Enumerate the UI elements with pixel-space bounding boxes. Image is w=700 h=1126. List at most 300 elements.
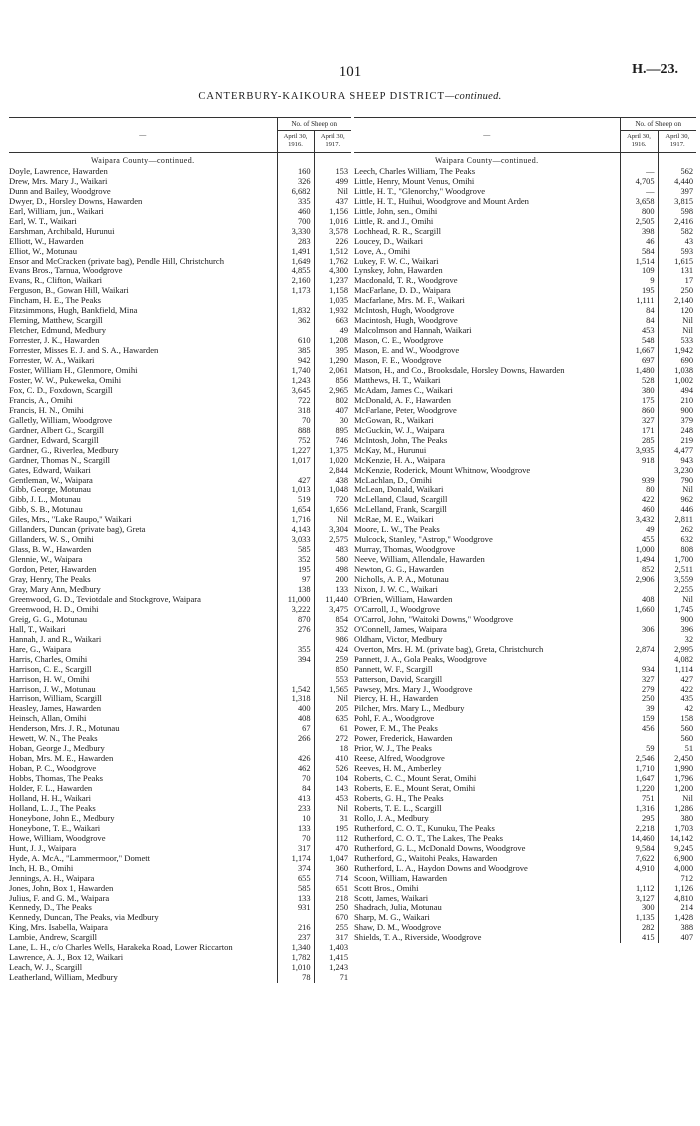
owner-name: Macfarlane, Mrs. M. F., Waikari [354, 296, 465, 306]
sheep-1916: 195 [620, 286, 658, 296]
table-row [354, 346, 696, 356]
owner-name: Hobbs, Thomas, The Peaks [9, 774, 103, 784]
sheep-1916: 585 [277, 545, 314, 555]
sheep-1916: 171 [620, 426, 658, 436]
right-column [354, 117, 696, 1097]
sheep-1917: 395 [314, 346, 351, 356]
section-heading: Waipara County—continued. [90, 156, 195, 165]
owner-name: Gibb, S. B., Motunau [9, 505, 83, 515]
table-row [354, 366, 696, 376]
sheep-1917: Nil [314, 804, 351, 814]
owner-name: Leech, Charles William, The Peaks [354, 166, 476, 176]
sheep-1917: 396 [658, 625, 696, 635]
sheep-1917: 2,450 [658, 754, 696, 764]
owner-name: Lynskey, John, Hawarden [354, 266, 443, 276]
sheep-1917: 43 [658, 237, 696, 247]
sheep-1916 [277, 665, 314, 675]
sheep-1916: 2,160 [277, 276, 314, 286]
owner-name: Shields, T. A., Riverside, Woodgrove [354, 933, 482, 943]
table-row [354, 266, 696, 276]
owner-name: O'Connell, James, Waipara [354, 624, 447, 634]
table-row [9, 884, 351, 894]
sheep-1916: 1,491 [277, 247, 314, 257]
table-row [9, 316, 351, 326]
table-row [9, 844, 351, 854]
owner-name: Power, Frederick, Hawarden [354, 734, 453, 744]
sheep-1917: 856 [314, 376, 351, 386]
owner-name: Rutherford, C. O. T., Kunuku, The Peaks [354, 823, 495, 833]
owner-name: Hoban, Mrs. M. E., Hawarden [9, 754, 114, 764]
owner-name: Inch, H. B., Omihi [9, 863, 74, 873]
table-row [354, 834, 696, 844]
owner-name: Rutherford, G., Waitohi Peaks, Hawarden [354, 853, 498, 863]
table-row [9, 754, 351, 764]
sheep-1916 [277, 675, 314, 685]
sheep-1916: 266 [277, 734, 314, 744]
table-row [9, 834, 351, 844]
sheep-1917: 397 [658, 187, 696, 197]
table-row [9, 784, 351, 794]
owner-name: McKenzie, H. A., Waipara [354, 455, 446, 465]
sheep-1916: 3,222 [277, 605, 314, 615]
table-row [9, 436, 351, 446]
sheep-on-header: No. of Sheep on [277, 118, 351, 131]
sheep-1916: 11,000 [277, 595, 314, 605]
owner-name: Piercy, H. H., Hawarden [354, 694, 439, 704]
table-row [354, 734, 696, 744]
owner-name: Lambie, Andrew, Scargill [9, 933, 98, 943]
sheep-1917: 42 [658, 704, 696, 714]
table-row [9, 525, 351, 535]
sheep-1917: 1,286 [658, 804, 696, 814]
sheep-1916: 385 [277, 346, 314, 356]
sheep-1917: 262 [658, 525, 696, 535]
table-row [9, 207, 351, 217]
owner-name: Evans, R., Clifton, Waikari [9, 276, 102, 286]
table-row [354, 476, 696, 486]
owner-name: McLachlan, D., Omihi [354, 475, 433, 485]
sheep-1916: 460 [277, 207, 314, 217]
table-row [9, 615, 351, 625]
sheep-1916: 355 [277, 645, 314, 655]
table-row [9, 734, 351, 744]
sheep-1916: 4,855 [277, 266, 314, 276]
sheep-1916: 584 [620, 247, 658, 257]
sheep-1916: 2,906 [620, 575, 658, 585]
sheep-1917: 435 [658, 694, 696, 704]
table-row [9, 814, 351, 824]
table-row [9, 685, 351, 695]
owner-name: Glass, B. W., Hawarden [9, 545, 92, 555]
owner-name: Lukey, F. W. C., Waikari [354, 256, 439, 266]
sheep-1917: 562 [658, 167, 696, 177]
sheep-1916: 460 [620, 505, 658, 515]
table-row [9, 296, 351, 306]
owner-name: Pawsey, Mrs. Mary J., Woodgrove [354, 684, 473, 694]
sheep-1916: 413 [277, 794, 314, 804]
owner-name: Scoon, William, Hawarden [354, 873, 448, 883]
sheep-1916: 10 [277, 814, 314, 824]
sheep-1917: 714 [314, 874, 351, 884]
table-row [9, 744, 351, 754]
owner-name: Fitzsimmons, Hugh, Bankfield, Mina [9, 306, 138, 316]
sheep-1916: 4,143 [277, 525, 314, 535]
table-row [354, 804, 696, 814]
owner-name: Leach, W. J., Scargill [9, 963, 83, 973]
sheep-1916: 1,340 [277, 943, 314, 953]
sheep-1916: 295 [620, 814, 658, 824]
sheep-1916: 1,710 [620, 764, 658, 774]
owner-name: Heasley, James, Hawarden [9, 704, 102, 714]
sheep-1917: 71 [314, 973, 351, 983]
sheep-1916: 7,622 [620, 854, 658, 864]
owner-name: Fletcher, Edmund, Medbury [9, 326, 107, 336]
sheep-1917: 14,142 [658, 834, 696, 844]
sheep-1917: 663 [314, 316, 351, 326]
owner-name: McFarlane, Peter, Woodgrove [354, 405, 457, 415]
owner-name: Hannah, J. and R., Waikari [9, 634, 102, 644]
table-row [9, 565, 351, 575]
sheep-1917: 1,208 [314, 336, 351, 346]
sheep-1916: 3,432 [620, 515, 658, 525]
owner-name: O'Carroll, J., Woodgrove [354, 604, 440, 614]
sheep-1916: 528 [620, 376, 658, 386]
owner-name: McIntosh, John, The Peaks [354, 435, 448, 445]
table-row [9, 346, 351, 356]
owner-name: Rollo, J. A., Medbury [354, 813, 429, 823]
table-row [9, 903, 351, 913]
sheep-1916: 285 [620, 436, 658, 446]
owner-name: Forrester, Misses E. J. and S. A., Hawarden [9, 346, 159, 356]
left-sheep-table [9, 117, 351, 983]
owner-name: Sharp, M. G., Waikari [354, 913, 430, 923]
sheep-1916: 67 [277, 724, 314, 734]
table-row [354, 296, 696, 306]
owner-name: Hyde, A. McA., "Lammermoor," Domett [9, 853, 151, 863]
sheep-1916: 327 [620, 416, 658, 426]
sheep-1917: 1,942 [658, 346, 696, 356]
sheep-1916: 70 [277, 834, 314, 844]
sheep-1916: 326 [277, 177, 314, 187]
sheep-1917: 407 [314, 406, 351, 416]
table-row [354, 585, 696, 595]
table-row [9, 575, 351, 585]
sheep-1917: 9,245 [658, 844, 696, 854]
sheep-1916: 84 [620, 306, 658, 316]
sheep-1917: 6,900 [658, 854, 696, 864]
table-row [354, 286, 696, 296]
sheep-1917: 2,255 [658, 585, 696, 595]
owner-name: Pannett, J. A., Gola Peaks, Woodgrove [354, 654, 487, 664]
owner-name: McGuckin, W. J., Waipara [354, 425, 445, 435]
table-row [9, 485, 351, 495]
sheep-1916: 1,316 [620, 804, 658, 814]
sheep-1916: 1,542 [277, 685, 314, 695]
table-row [9, 933, 351, 943]
sheep-1916: 415 [620, 933, 658, 943]
sheep-1916: 1,832 [277, 306, 314, 316]
sheep-1916: 1,782 [277, 953, 314, 963]
table-row [9, 585, 351, 595]
sheep-1917: 651 [314, 884, 351, 894]
sheep-1917: 1,796 [658, 774, 696, 784]
owner-name: Drew, Mrs. Mary J., Waikari [9, 176, 108, 186]
owner-name: Patterson, David, Scargill [354, 674, 443, 684]
sheep-1917: 1,020 [314, 456, 351, 466]
sheep-1917: 3,230 [658, 466, 696, 476]
sheep-1917: 1,703 [658, 824, 696, 834]
sheep-1916: 59 [620, 744, 658, 754]
owner-name: Pohl, F. A., Woodgrove [354, 714, 435, 724]
owner-name: Dwyer, D., Horsley Downs, Hawarden [9, 196, 143, 206]
sheep-1916: 133 [277, 824, 314, 834]
sheep-1916: 1,111 [620, 296, 658, 306]
owner-name: Francis, A., Omihi [9, 395, 73, 405]
owner-name: Roberts, T. E. L., Scargill [354, 803, 442, 813]
sheep-1917: 1,237 [314, 276, 351, 286]
sheep-1916: 800 [620, 207, 658, 217]
sheep-1916 [620, 466, 658, 476]
sheep-1917: 131 [658, 266, 696, 276]
sheep-1917: 580 [314, 555, 351, 565]
sheep-1917: 18 [314, 744, 351, 754]
table-row [9, 535, 351, 545]
sheep-1916: 931 [277, 903, 314, 913]
sheep-1916: 422 [620, 495, 658, 505]
table-row [354, 416, 696, 426]
owner-name: Reese, Alfred, Woodgrove [354, 754, 445, 764]
table-row [9, 376, 351, 386]
table-row [9, 555, 351, 565]
sheep-1916: 175 [620, 396, 658, 406]
table-row [9, 794, 351, 804]
sheep-1917: 720 [314, 495, 351, 505]
table-row [9, 645, 351, 655]
owner-name: Harris, Charles, Omihi [9, 654, 88, 664]
table-row [9, 505, 351, 515]
sheep-1917: 598 [658, 207, 696, 217]
owner-name: Hoban, P. C., Woodgrove [9, 764, 97, 774]
owner-name: Malcolmson and Hannah, Waikari [354, 326, 472, 336]
table-row [9, 386, 351, 396]
sheep-1916: 1,243 [277, 376, 314, 386]
table-row [354, 356, 696, 366]
sheep-1917: 158 [658, 714, 696, 724]
table-row [354, 525, 696, 535]
sheep-1916: 751 [620, 794, 658, 804]
sheep-1916: 1,660 [620, 605, 658, 615]
owner-name: Dunn and Bailey, Woodgrove [9, 186, 111, 196]
owner-name: Little, R. and J., Omihi [354, 216, 434, 226]
sheep-1917: 4,477 [658, 446, 696, 456]
sheep-1917: 1,745 [658, 605, 696, 615]
owner-name: Scott Bros., Omihi [354, 883, 419, 893]
table-row [354, 913, 696, 923]
sheep-1916: 888 [277, 426, 314, 436]
sheep-on-header: No. of Sheep on [620, 118, 696, 131]
sheep-1917: 1,656 [314, 505, 351, 515]
sheep-1917: 900 [658, 615, 696, 625]
owner-name: Gillanders, W. S., Omihi [9, 535, 94, 545]
sheep-1917: 214 [658, 903, 696, 913]
sheep-1916 [620, 635, 658, 645]
owner-name: Ferguson, B., Gowan Hill, Waikari [9, 286, 129, 296]
sheep-1916: 6,682 [277, 187, 314, 197]
sheep-1917: 2,140 [658, 296, 696, 306]
owner-name: Gillanders, Duncan (private bag), Greta [9, 525, 146, 535]
sheep-1917: 4,082 [658, 655, 696, 665]
sheep-1917: 962 [658, 495, 696, 505]
table-row [354, 894, 696, 904]
sheep-1917: 483 [314, 545, 351, 555]
sheep-1916: 49 [620, 525, 658, 535]
owner-name: Hall, T., Waikari [9, 624, 66, 634]
sheep-1917: 3,304 [314, 525, 351, 535]
sheep-1916: 138 [277, 585, 314, 595]
sheep-1916: 9 [620, 276, 658, 286]
table-row [9, 854, 351, 864]
owner-name: Reeves, H. M., Amberley [354, 764, 442, 774]
owner-name: McLean, Donald, Waikari [354, 485, 444, 495]
owner-name: Heinsch, Allan, Omihi [9, 714, 87, 724]
owner-name: Evans Bros., Tarnua, Woodgrove [9, 266, 123, 276]
owner-name: Howe, William, Woodgrove [9, 833, 106, 843]
table-row [354, 764, 696, 774]
sheep-1917: 1,428 [658, 913, 696, 923]
sheep-1917: 582 [658, 227, 696, 237]
table-row [9, 635, 351, 645]
table-row [354, 257, 696, 267]
sheep-1917: 195 [314, 824, 351, 834]
owner-name: Hoban, George J., Medbury [9, 744, 105, 754]
left-rows [9, 167, 351, 983]
table-row [9, 187, 351, 197]
table-row [9, 466, 351, 476]
sheep-1917: 712 [658, 874, 696, 884]
sheep-1917: 4,810 [658, 894, 696, 904]
sheep-1917: 533 [658, 336, 696, 346]
sheep-1916: 300 [620, 903, 658, 913]
sheep-1916: 306 [620, 625, 658, 635]
owner-name: Murray, Thomas, Woodgrove [354, 545, 456, 555]
sheep-1917: 690 [658, 356, 696, 366]
table-row [354, 884, 696, 894]
sheep-1916: 233 [277, 804, 314, 814]
sheep-1917: 112 [314, 834, 351, 844]
owner-name: McGowan, R., Waikari [354, 415, 434, 425]
sheep-1916: 84 [277, 784, 314, 794]
sheep-1917: 4,440 [658, 177, 696, 187]
sheep-1917: 808 [658, 545, 696, 555]
sheep-1916: 3,645 [277, 386, 314, 396]
owner-name: Little, H. T., "Glenorchy," Woodgrove [354, 186, 486, 196]
sheep-1917: 153 [314, 167, 351, 177]
owner-name: McLelland, Claud, Scargill [354, 495, 448, 505]
owner-name: Holder, F. L., Hawarden [9, 784, 93, 794]
owner-name: Gates, Edward, Waikari [9, 465, 91, 475]
table-row [354, 167, 696, 177]
owner-name: Roberts, E. E., Mount Serat, Omihi [354, 784, 476, 794]
table-row [354, 396, 696, 406]
sheep-1917: 2,511 [658, 565, 696, 575]
table-row [9, 247, 351, 257]
sheep-1917: Nil [658, 485, 696, 495]
owner-name: Newton, G. G., Hawarden [354, 565, 444, 575]
sheep-1917: 1,565 [314, 685, 351, 695]
table-row [354, 555, 696, 565]
owner-name: Earshman, Archibald, Hurunui [9, 226, 115, 236]
sheep-1917: Nil [314, 187, 351, 197]
sheep-1917: 1,403 [314, 943, 351, 953]
sheep-1917: 3,578 [314, 227, 351, 237]
owner-name: O'Carrol, John, "Waitoki Downs," Woodgrove [354, 614, 514, 624]
sheep-1916: 3,330 [277, 227, 314, 237]
table-row [354, 446, 696, 456]
year-1917-header: April 30, 1917. [658, 131, 696, 153]
table-row [354, 177, 696, 187]
sheep-1916: 1,135 [620, 913, 658, 923]
owner-name: Greig, G. G., Motunau [9, 614, 88, 624]
owner-name: Gardner, Edward, Scargill [9, 435, 99, 445]
table-row [9, 665, 351, 675]
sheep-1917: 4,300 [314, 266, 351, 276]
owner-name: Hunt, J. J., Waipara [9, 843, 77, 853]
sheep-1916: 80 [620, 485, 658, 495]
table-row [354, 336, 696, 346]
sheep-1916: 398 [620, 227, 658, 237]
table-row [354, 694, 696, 704]
name-column-header: — [354, 118, 620, 153]
sheep-1917: 560 [658, 734, 696, 744]
sheep-1917: 143 [314, 784, 351, 794]
owner-name: Overton, Mrs. H. M. (private bag), Greta, Christchurch [354, 644, 544, 654]
sheep-1917: 4,000 [658, 864, 696, 874]
sheep-1916: 70 [277, 416, 314, 426]
sheep-1917: 670 [314, 913, 351, 923]
sheep-1916: 159 [620, 714, 658, 724]
sheep-1916: 133 [277, 894, 314, 904]
sheep-1916: 939 [620, 476, 658, 486]
sheep-1916: 1,220 [620, 784, 658, 794]
owner-name: Glennie, W., Waipara [9, 555, 83, 565]
table-row [9, 675, 351, 685]
sheep-1916: 942 [277, 356, 314, 366]
table-row [9, 227, 351, 237]
sheep-1917: 1,047 [314, 854, 351, 864]
table-row [9, 655, 351, 665]
sheep-1916: 852 [620, 565, 658, 575]
sheep-1917: 526 [314, 764, 351, 774]
sheep-1916: 9,584 [620, 844, 658, 854]
sheep-1917: 1,016 [314, 217, 351, 227]
table-row [9, 894, 351, 904]
sheep-1917: 2,965 [314, 386, 351, 396]
owner-name: Love, A., Omihi [354, 246, 411, 256]
sheep-1917: 446 [658, 505, 696, 515]
table-row [9, 515, 351, 525]
owner-name: McRae, M. E., Waikari [354, 515, 434, 525]
title-suffix: —continued. [444, 91, 502, 102]
sheep-1917: 424 [314, 645, 351, 655]
table-row [354, 207, 696, 217]
sheep-1917: 986 [314, 635, 351, 645]
table-row [9, 963, 351, 973]
sheep-1916 [620, 655, 658, 665]
table-row [9, 177, 351, 187]
owner-name: McDonald, A. F., Hawarden [354, 395, 451, 405]
table-row [354, 595, 696, 605]
owner-name: McKenzie, Roderick, Mount Whitnow, Woodgrove [354, 465, 531, 475]
